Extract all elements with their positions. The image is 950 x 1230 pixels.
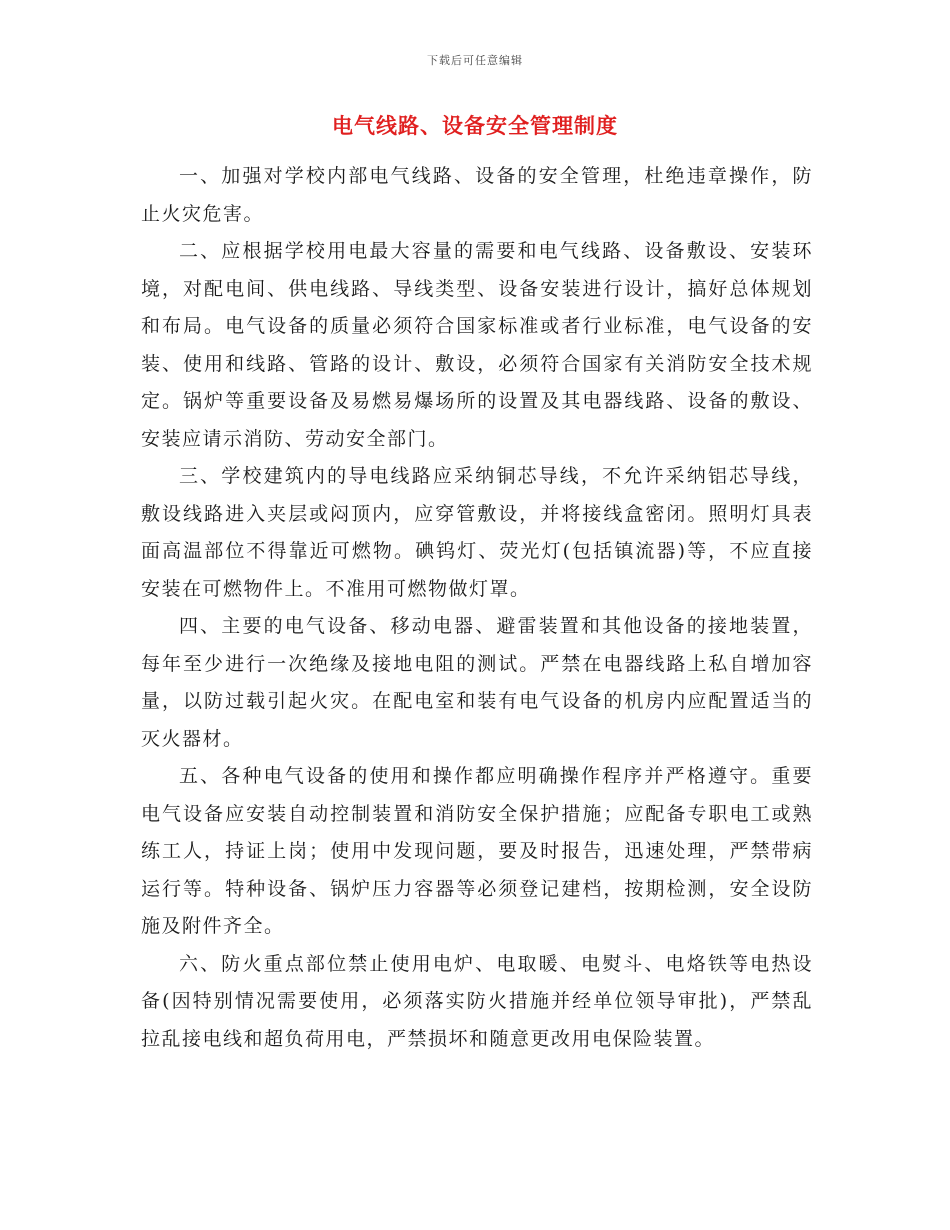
- paragraph-6: 六、防火重点部位禁止使用电炉、电取暖、电熨斗、电烙铁等电热设备(因特别情况需要使用，必须落实防火措施并经单位领导审批)，严禁乱拉乱接电线和超负荷用电，严禁损坏和随意更改用电保险装置。: [141, 952, 813, 1050]
- document-title: 电气线路、设备安全管理制度: [332, 113, 618, 138]
- paragraph-2: 二、应根据学校用电最大容量的需要和电气线路、设备敷设、安装环境，对配电间、供电线路、导线类型、设备安装进行设计，搞好总体规划和布局。电气设备的质量必须符合国家标准或者行业标准，电气设备的安装、使用和线路、管路的设计、敷设，必须符合国家有关消防安全技术规定。锅炉等重要设备及易燃易爆场所的设置及其电器线路、设备的敷设、安装应请示消防、劳动安全部门。: [141, 240, 813, 450]
- page-header-note: 下载后可任意编辑: [427, 54, 523, 67]
- document-body: [141, 158, 813, 1058]
- paragraph-5: 五、各种电气设备的使用和操作都应明确操作程序并严格遵守。重要电气设备应安装自动控制装置和消防安全保护措施；应配备专职电工或熟练工人，持证上岗；使用中发现问题，要及时报告，迅速处理，严禁带病运行等。特种设备、锅炉压力容器等必须登记建档，按期检测，安全设防施及附件齐全。: [141, 765, 813, 937]
- paragraph-3: 三、学校建筑内的导电线路应采纳铜芯导线，不允许采纳铝芯导线，敷设线路进入夹层或闷顶内，应穿管敷设，并将接线盒密闭。照明灯具表面高温部位不得靠近可燃物。碘钨灯、荧光灯(包括镇流器)等，不应直接安装在可燃物件上。不准用可燃物做灯罩。: [141, 465, 813, 600]
- paragraph-1: 一、加强对学校内部电气线路、设备的安全管理，杜绝违章操作，防止火灾危害。: [141, 165, 813, 225]
- paragraph-4: 四、主要的电气设备、移动电器、避雷装置和其他设备的接地装置，每年至少进行一次绝缘及接地电阻的测试。严禁在电器线路上私自增加容量，以防过载引起火灾。在配电室和装有电气设备的机房内应配置适当的灭火器材。: [141, 615, 813, 750]
